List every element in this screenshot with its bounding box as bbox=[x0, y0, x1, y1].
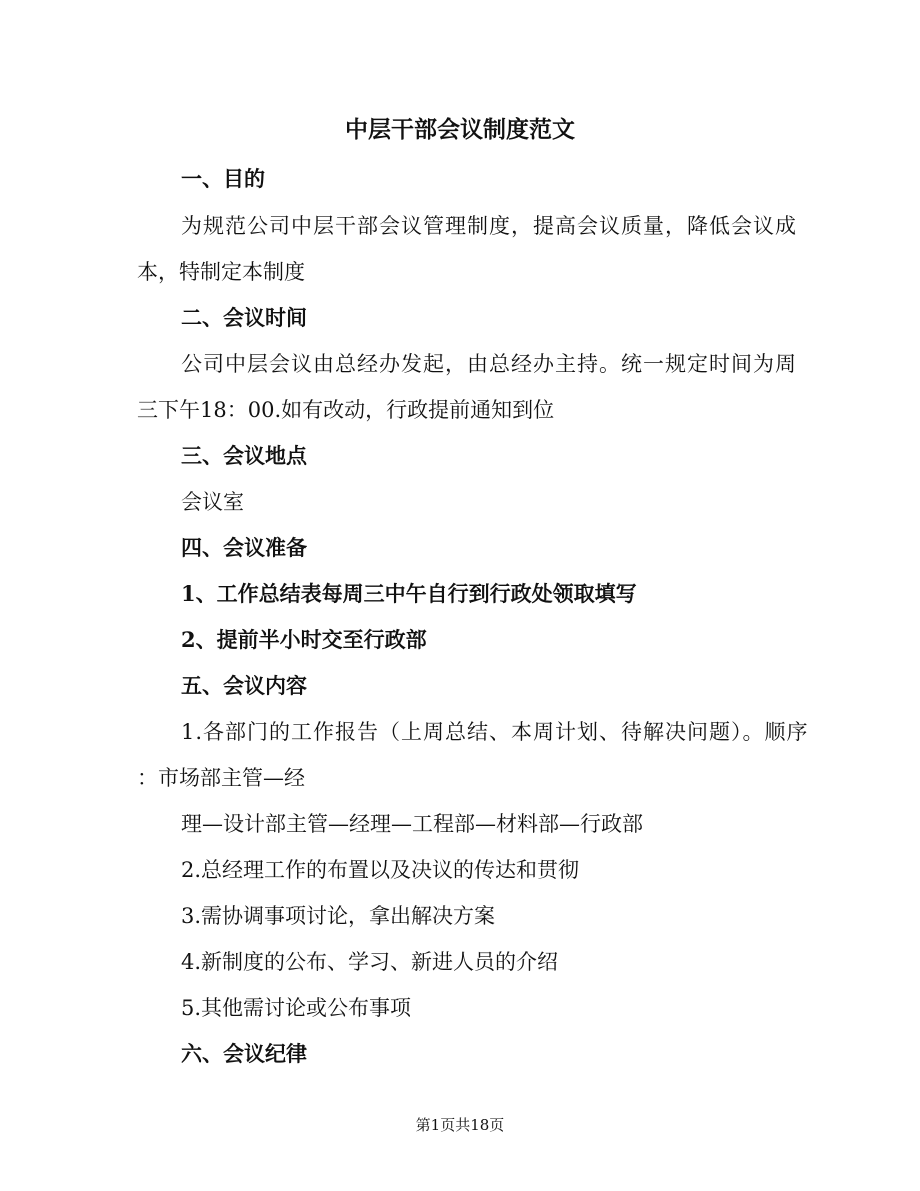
content-item-1-line-2: ：市场部主管—经 bbox=[137, 766, 305, 790]
paragraph-time-line-2: 三下午18：00.如有改动，行政提前通知到位 bbox=[137, 398, 555, 422]
section-heading-preparation: 四、会议准备 bbox=[181, 535, 307, 560]
paragraph-purpose-line-2: 本，特制定本制度 bbox=[137, 260, 305, 284]
content-item-3: 3.需协调事项讨论，拿出解决方案 bbox=[181, 904, 496, 928]
paragraph-location: 会议室 bbox=[181, 490, 244, 514]
paragraph-time-line-1: 公司中层会议由总经办发起，由总经办主持。统一规定时间为周 bbox=[181, 352, 797, 376]
paragraph-purpose-line-1: 为规范公司中层干部会议管理制度，提高会议质量，降低会议成 bbox=[181, 214, 797, 238]
content-item-4: 4.新制度的公布、学习、新进人员的介绍 bbox=[181, 950, 559, 974]
section-heading-content: 五、会议内容 bbox=[181, 673, 307, 698]
content-item-2: 2.总经理工作的布置以及决议的传达和贯彻 bbox=[181, 858, 580, 882]
preparation-item-2: 2、提前半小时交至行政部 bbox=[181, 627, 427, 652]
content-item-1-line-1: 1.各部门的工作报告（上周总结、本周计划、待解决问题）。顺序 bbox=[181, 720, 809, 744]
content-item-1-line-3: 理—设计部主管—经理—工程部—材料部—行政部 bbox=[181, 812, 643, 836]
section-heading-discipline: 六、会议纪律 bbox=[181, 1041, 307, 1066]
section-heading-location: 三、会议地点 bbox=[181, 443, 307, 468]
section-heading-time: 二、会议时间 bbox=[181, 305, 307, 330]
page-footer: 第1页共18页 bbox=[415, 1116, 505, 1134]
page-title: 中层干部会议制度范文 bbox=[345, 116, 575, 143]
section-heading-purpose: 一、目的 bbox=[181, 166, 265, 191]
preparation-item-1: 1、工作总结表每周三中午自行到行政处领取填写 bbox=[181, 581, 637, 606]
content-item-5: 5.其他需讨论或公布事项 bbox=[181, 996, 412, 1020]
